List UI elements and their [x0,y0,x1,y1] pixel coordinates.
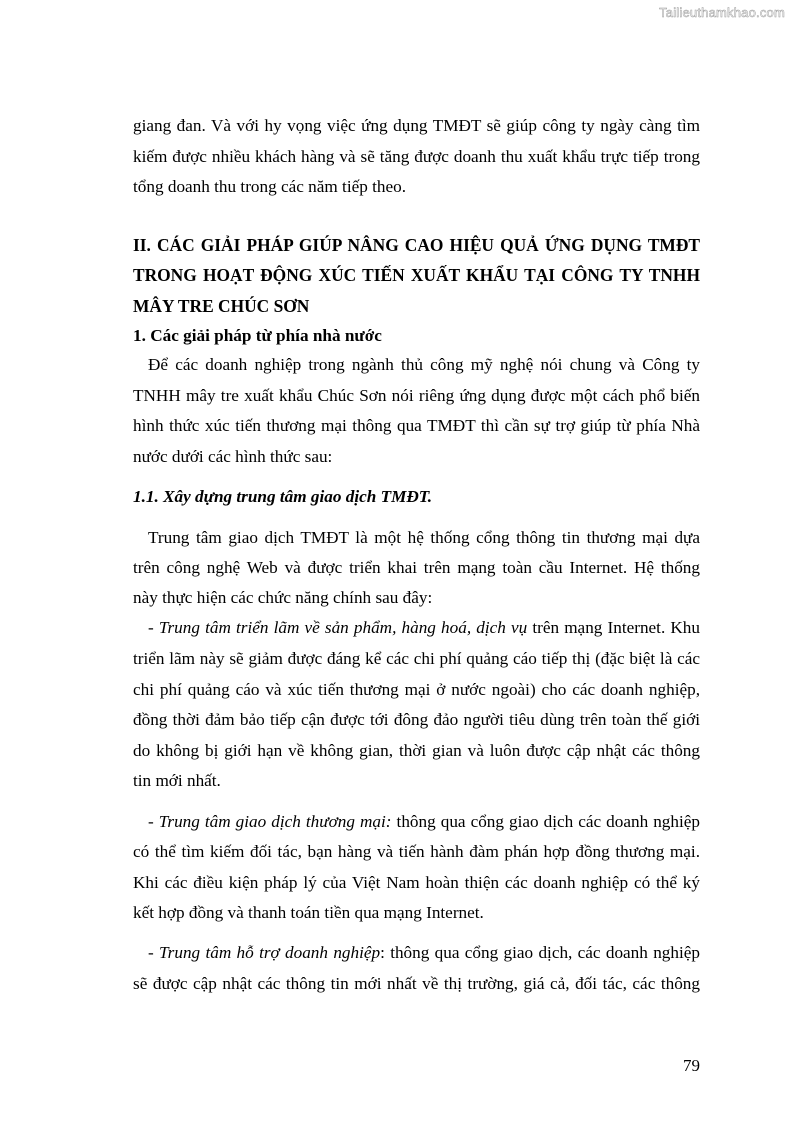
text-segment: 1.1. Xây dựng trung tâm giao dịch TMĐT. [133,487,433,506]
page-number: 79 [683,1056,700,1075]
watermark: Tailieuthamkhao.com [659,5,785,20]
text-segment: : thông qua cổng giao dịch, các doanh nghiệp [380,943,700,962]
text-segment: tin mới nhất. [133,771,221,790]
text-segment: hình thức xúc tiến thương mại thông qua TMĐT thì cần sự trợ giúp từ phía Nhà [133,416,700,435]
text-segment: đồng thời đảm bảo tiếp cận được tới đông đảo người tiêu dùng trên toàn thế giới [133,710,700,729]
text-segment: có thể tìm kiếm đối tác, bạn hàng và tiến hành đàm phán hợp đồng thương mại. [133,842,700,861]
text-line [133,386,700,406]
text-line [148,812,700,832]
text-line [148,618,700,638]
text-line [133,680,700,700]
text-segment: kết hợp đồng và thanh toán tiền qua mạng Internet. [133,903,484,922]
text-segment: này thực hiện các chức năng chính sau đây: [133,588,433,607]
text-line [133,416,700,436]
italic-text: Trung tâm triển lãm về sản phẩm, hàng hoá, dịch vụ [158,618,528,637]
text-line [133,116,700,136]
text-segment: trên công nghệ Web và được triển khai trên mạng toàn cầu Internet. Hệ thống [133,558,700,577]
text-segment: MÂY TRE CHÚC SƠN [133,296,310,316]
text-segment: tổng doanh thu trong các năm tiếp theo. [133,177,407,196]
text-segment: trên mạng Internet. Khu [527,618,700,637]
text-line [133,974,700,994]
subheading-line [133,326,700,346]
text-segment: TRONG HOẠT ĐỘNG XÚC TIẾN XUẤT KHẨU TẠI CÔNG TY TNHH [133,265,700,285]
text-segment: - [148,812,159,831]
text-line [148,943,700,963]
text-line [133,903,700,923]
text-segment: - [148,618,159,637]
text-segment: kiếm được nhiều khách hàng và sẽ tăng được doanh thu xuất khẩu trực tiếp trong [133,147,700,166]
text-segment: II. CÁC GIẢI PHÁP GIÚP NÂNG CAO HIỆU QUẢ ỨNG DỤNG TMĐT [133,235,700,255]
text-segment: do không bị giới hạn về không gian, thời gian và luôn được cập nhật các thông [133,741,700,760]
text-line [133,649,700,669]
text-line [133,147,700,167]
text-line [133,710,700,730]
text-segment: - [148,943,160,962]
text-line [148,528,700,548]
text-line [133,447,700,467]
text-line [133,873,700,893]
text-segment: chi phí quảng cáo và xúc tiến thương mại ở nước ngoài) cho các doanh nghiệp, [133,680,700,699]
section-heading-line [133,235,700,255]
italic-text: Trung tâm giao dịch thương mại: [158,812,392,831]
text-segment: Trung tâm giao dịch TMĐT là một hệ thống cổng thông tin thương mại dựa [148,528,700,547]
italic-text: Trung tâm hỗ trợ doanh nghiệp [159,943,381,962]
text-segment: sẽ được cập nhật các thông tin mới nhất về thị trường, giá cả, đối tác, các thông [133,974,700,993]
text-line [148,355,700,375]
text-line [133,842,700,862]
text-line [133,588,700,608]
text-line [133,177,700,197]
text-segment: giang đan. Và với hy vọng việc ứng dụng TMĐT sẽ giúp công ty ngày càng tìm [133,116,700,135]
text-segment: 1. Các giải pháp từ phía nhà nước [133,326,382,345]
section-heading-line [133,265,700,285]
text-line [133,558,700,578]
text-segment: nước dưới các hình thức sau: [133,447,333,466]
text-segment: triển lãm này sẽ giảm được đáng kể các chi phí quảng cáo tiếp thị (đặc biệt là các [133,649,700,668]
subheading-line [133,487,700,507]
text-segment: thông qua cổng giao dịch các doanh nghiệp [391,812,700,831]
text-line [133,771,700,791]
text-segment: Để các doanh nghiệp trong ngành thủ công mỹ nghệ nói chung và Công ty [148,355,700,374]
text-segment: Khi các điều kiện pháp lý của Việt Nam hoàn thiện các doanh nghiệp có thể ký [133,873,700,892]
text-line [133,741,700,761]
text-segment: TNHH mây tre xuất khẩu Chúc Sơn nói riêng ứng dụng được một cách phổ biến [133,386,700,405]
section-heading-line [133,296,700,316]
